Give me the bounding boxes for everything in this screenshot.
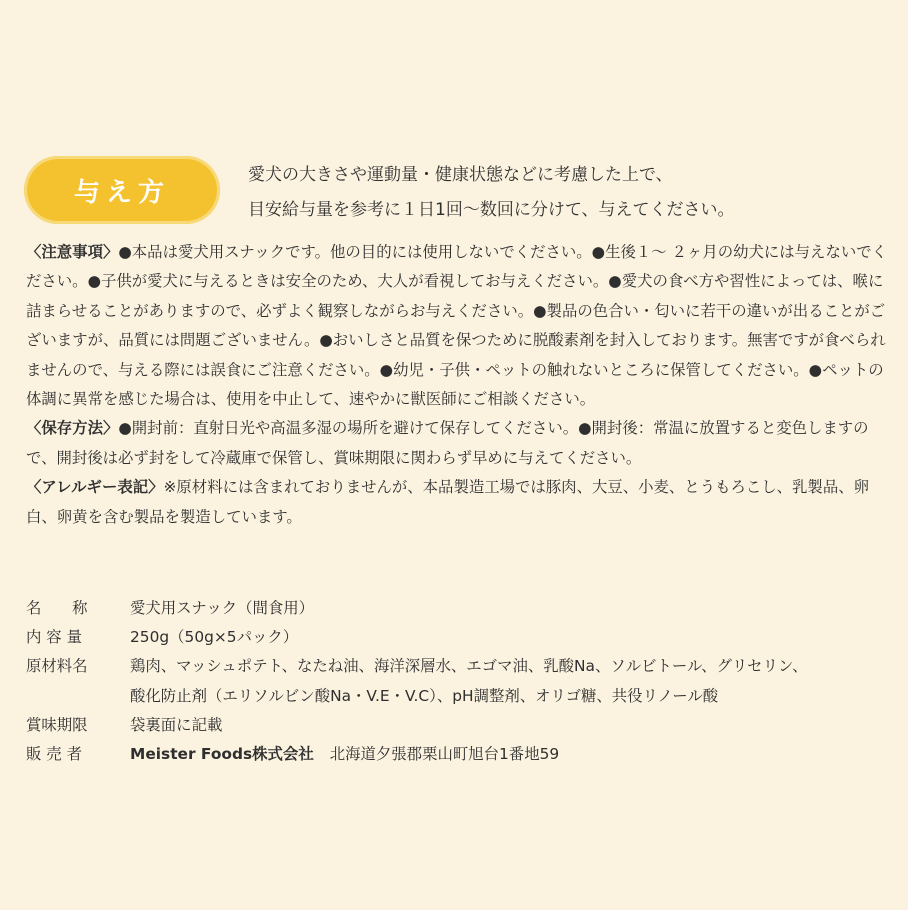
product-spec-table <box>26 594 808 769</box>
seller-address: 北海道夕張郡栗山町旭台1番地59 <box>329 745 560 764</box>
spec-label-name: 名 称 <box>26 599 88 617</box>
feeding-line-2: 目安給与量を参考に１日1回〜数回に分けて、与えてください。 <box>248 200 735 220</box>
caution-heading: 〈注意事項〉 <box>26 243 119 261</box>
feeding-line-1: 愛犬の大きさや運動量・健康状態などに考慮した上で、 <box>248 165 673 185</box>
storage-text: ●開封前：直射日光や高温多湿の場所を避けて保存してください。●開封後：常温に放置すると変色しますので、開封後は必ず封をして冷蔵庫で保管し、賞味期限に関わらず早めに与えてください。 <box>26 419 869 467</box>
ingredients-line-1: 鶏肉、マッシュポテト、なたね油、海洋深層水、エゴマ油、乳酸Na、ソルビトール、グリセリン、 <box>130 657 808 676</box>
spec-row-ingredients <box>26 652 808 710</box>
spec-value-seller <box>130 740 559 769</box>
spec-value-ingredients <box>130 652 808 710</box>
ingredients-line-2: 酸化防止剤（エリソルビン酸Na・V.E・V.C）、pH調整剤、オリゴ糖、共役リノール酸 <box>130 686 719 705</box>
allergy-paragraph <box>26 473 888 532</box>
spec-label-content: 内 容 量 <box>26 628 82 647</box>
spec-value-content: 250g（50g×5パック） <box>130 628 299 647</box>
seller-company: Meister Foods株式会社 <box>130 745 314 764</box>
caution-paragraph <box>26 238 888 414</box>
feeding-badge <box>24 156 220 224</box>
caution-text: ●本品は愛犬用スナックです。他の目的には使用しないでください。●生後１〜 ２ヶ月の幼犬には与えないでください。●子供が愛犬に与えるときは安全のため、大人が看視してお与えください。●愛犬の食べ方や習性によっては、喉に詰まらせることがありますので、必ずよく観察しながらお与えください。●製品の色合い・匂いに若干の違いが出ることがございますが、品質には問題ございません。●おいしさと品質を保つために脱酸素剤を封入しております。無害ですが食べられませんので、与える際には誤食にご注意ください。●幼児・子供・ペットの触れないところに保管してください。●ペットの体調に異常を感じた場合は、使用を中止して、速やかに獣医師にご相談ください。 <box>26 243 888 409</box>
spec-row-seller <box>26 740 808 769</box>
spec-row-content <box>26 623 808 652</box>
allergy-heading: 〈アレルギー表記〉 <box>26 478 164 497</box>
spec-row-expiry <box>26 711 808 740</box>
notes-section <box>26 238 888 532</box>
feeding-instructions <box>248 158 734 228</box>
storage-paragraph <box>26 414 888 473</box>
spec-label-expiry: 賞味期限 <box>26 715 88 734</box>
feeding-badge-label: 与え方 <box>73 177 170 208</box>
storage-heading: 〈保存方法〉 <box>26 419 119 438</box>
spec-row-name <box>26 594 808 623</box>
spec-label-ingredients: 原材料名 <box>26 657 88 676</box>
spec-value-expiry: 袋裏面に記載 <box>130 715 223 734</box>
spec-value-name: 愛犬用スナック（間食用） <box>130 599 315 617</box>
spec-label-seller: 販 売 者 <box>26 745 82 764</box>
allergy-text: ※原材料には含まれておりませんが、本品製造工場では豚肉、大豆、小麦、とうもろこし、乳製品、卵白、卵黄を含む製品を製造しています。 <box>26 478 869 526</box>
